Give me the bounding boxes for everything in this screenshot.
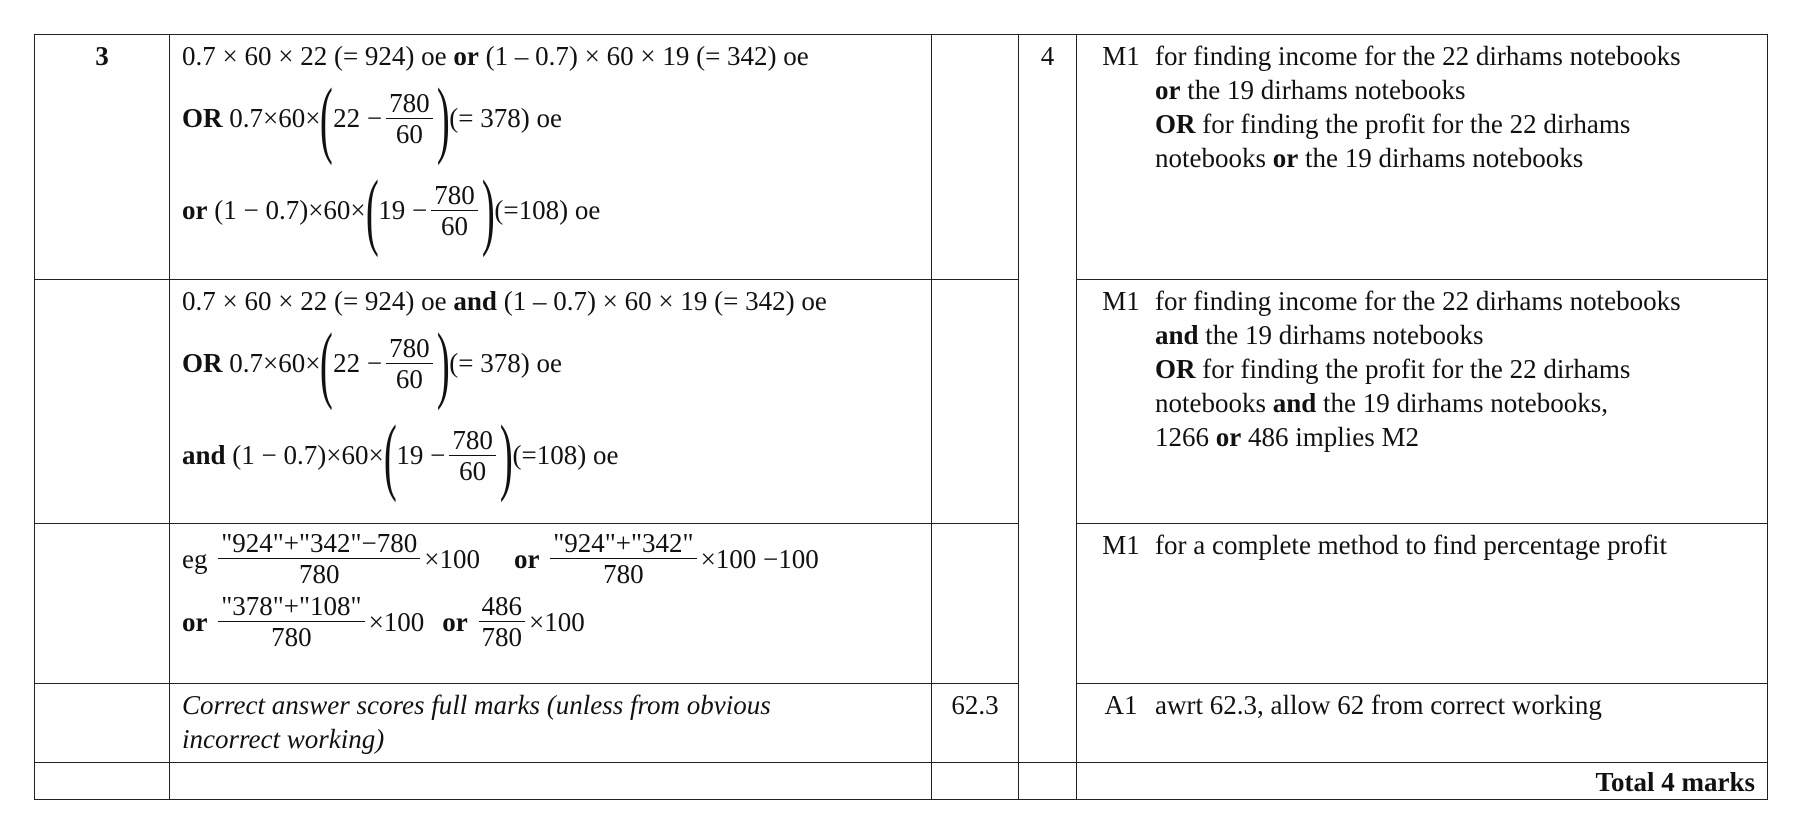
marks-cell: 4 <box>1019 35 1077 763</box>
mark-code: A1 <box>1104 690 1138 720</box>
working-line: eg $\frac{"924"+"342"-780}{780}$ ×100 or $\frac{"924"+"342"}{780}$ ×100 −100 <box>182 528 819 589</box>
fraction: $\frac{780}{60}$ <box>431 180 478 241</box>
table-row <box>35 35 1768 280</box>
working-cell <box>170 524 932 684</box>
fraction: $\frac{"378"+"108"}{780}$ <box>218 591 364 652</box>
question-cell-empty <box>35 684 170 763</box>
fraction: $\frac{780}{60}$ <box>386 88 433 149</box>
working-cell <box>170 280 932 524</box>
working-line: OR 0.7×60× ( 22 − $\frac{780}{60}$ ) (= 378) oe <box>182 70 562 166</box>
question-cell-empty <box>35 280 170 524</box>
fraction: $\frac{"924"+"342"-780}{780}$ <box>218 528 420 589</box>
working-line: or (1 − 0.7)×60× ( 19 − $\frac{780}{60}$ ) (=108) oe <box>182 162 601 258</box>
question-cell-empty <box>35 524 170 684</box>
guidance-cell <box>1077 684 1768 763</box>
table-row <box>35 684 1768 763</box>
working-line: or $\frac{"378"+"108"}{780}$ ×100 or $\frac{486}{780}$ ×100 <box>182 591 585 652</box>
answer-value: 62.3 <box>932 684 1019 763</box>
question-number: 3 <box>35 35 170 280</box>
guidance-cell <box>1077 280 1768 524</box>
guidance-text: for finding income for the 22 dirhams notebooks or the 19 dirhams notebooks OR for finding the profit for the 22 dirhams notebooks or the 19 dirhams notebooks <box>1155 41 1681 173</box>
answer-cell <box>932 280 1019 524</box>
mark-code: M1 <box>1102 286 1140 316</box>
working-line: OR 0.7×60× ( 22 − $\frac{780}{60}$ ) (= 378) oe <box>182 315 562 411</box>
mark-scheme-table <box>34 34 1768 800</box>
table-row <box>35 524 1768 684</box>
working-cell: Correct answer scores full marks (unless from obvious incorrect working) <box>170 684 932 763</box>
guidance-text: for finding income for the 22 dirhams notebooks and the 19 dirhams notebooks OR for finding the profit for the 22 dirhams notebooks and the 19 dirhams notebooks, 1266 or 486 implies M2 <box>1155 286 1681 452</box>
working-cell <box>170 35 932 280</box>
fraction: $\frac{486}{780}$ <box>479 591 526 652</box>
mark-code: M1 <box>1102 41 1140 71</box>
mark-code: M1 <box>1102 530 1140 560</box>
answer-cell <box>932 524 1019 684</box>
table-row <box>35 280 1768 524</box>
total-marks: Total 4 marks <box>1077 763 1768 800</box>
guidance-text: awrt 62.3, allow 62 from correct working <box>1155 690 1602 720</box>
answer-cell <box>932 35 1019 280</box>
guidance-text: for a complete method to find percentage profit <box>1155 530 1668 560</box>
total-row <box>35 763 1768 800</box>
guidance-cell <box>1077 35 1768 280</box>
fraction: $\frac{"924"+"342"}{780}$ <box>550 528 696 589</box>
fraction: $\frac{780}{60}$ <box>386 333 433 394</box>
working-line: 0.7 × 60 × 22 (= 924) oe or (1 – 0.7) × 60 × 19 (= 342) oe <box>182 41 809 71</box>
working-line: and (1 − 0.7)×60× ( 19 − $\frac{780}{60}$ ) (=108) oe <box>182 407 619 503</box>
working-line: 0.7 × 60 × 22 (= 924) oe and (1 – 0.7) × 60 × 19 (= 342) oe <box>182 286 827 316</box>
guidance-cell <box>1077 524 1768 684</box>
fraction: $\frac{780}{60}$ <box>449 425 496 486</box>
